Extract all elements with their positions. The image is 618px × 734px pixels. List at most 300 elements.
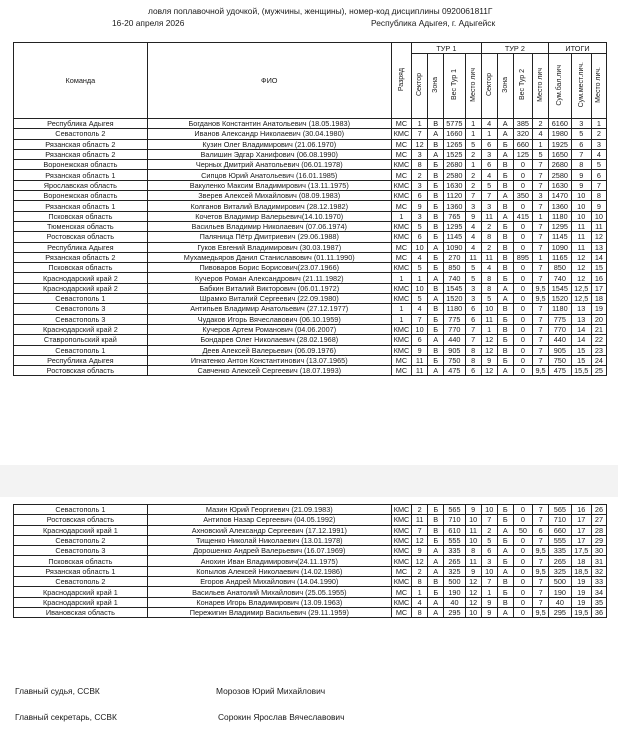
cell-zone-1: Б <box>428 180 444 190</box>
cell-zone-2: Б <box>497 556 513 566</box>
cell-place-2: 7 <box>533 273 549 283</box>
table-row <box>14 607 607 617</box>
cell-weight-2: 0 <box>513 304 532 314</box>
cell-sum-points: 775 <box>549 314 571 324</box>
cell-name: Дорошенко Андрей Валерьевич (16.07.1969) <box>147 546 391 556</box>
cell-sector-2: 1 <box>481 587 497 597</box>
cell-name: Гуков Евгений Владимирович (30.03.1987) <box>147 242 391 252</box>
cell-sector-2: 12 <box>481 345 497 355</box>
cell-team: Севастополь 1 <box>14 345 148 355</box>
table-row <box>14 170 607 180</box>
cell-rank: КМС <box>391 556 411 566</box>
cell-sum-points: 265 <box>549 556 571 566</box>
cell-sum-places: 16 <box>571 505 591 515</box>
table-row <box>14 211 607 221</box>
cell-place-2: 7 <box>533 160 549 170</box>
cell-weight-2: 0 <box>513 263 532 273</box>
cell-sum-points: 475 <box>549 366 571 376</box>
cell-weight-2: 0 <box>513 201 532 211</box>
table-row <box>14 201 607 211</box>
competition-date: 16-20 апреля 2026 <box>112 18 185 28</box>
cell-name: Черных Дмитрий Анатольевич (06.01.1978) <box>147 160 391 170</box>
cell-sum-places: 7 <box>571 149 591 159</box>
header-team: Команда <box>14 43 148 119</box>
table-row <box>14 366 607 376</box>
cell-rank: КМС <box>391 221 411 231</box>
cell-name: Иванов Александр Николаевич (30.04.1980) <box>147 129 391 139</box>
cell-zone-1: А <box>428 366 444 376</box>
cell-sum-places: 3 <box>571 119 591 129</box>
cell-weight-1: 440 <box>444 335 465 345</box>
cell-weight-1: 1120 <box>444 191 465 201</box>
table-row <box>14 160 607 170</box>
cell-rank: КМС <box>391 505 411 515</box>
cell-weight-1: 905 <box>444 345 465 355</box>
cell-sector-1: 4 <box>412 304 428 314</box>
table-row <box>14 149 607 159</box>
judge-name: Морозов Юрий Михайлович <box>216 686 326 696</box>
cell-sum-places: 12 <box>571 273 591 283</box>
cell-sector-1: 9 <box>412 201 428 211</box>
cell-sum-points: 2580 <box>549 170 571 180</box>
table-row <box>14 345 607 355</box>
cell-weight-1: 770 <box>444 324 465 334</box>
cell-sum-places: 11 <box>571 221 591 231</box>
cell-weight-2: 0 <box>513 232 532 242</box>
cell-sector-2: 9 <box>481 607 497 617</box>
cell-team: Воронежская область <box>14 160 148 170</box>
cell-zone-2: Б <box>497 314 513 324</box>
cell-zone-1: А <box>428 273 444 283</box>
cell-sector-2: 5 <box>481 535 497 545</box>
cell-place-1: 10 <box>465 535 481 545</box>
cell-sector-2: 11 <box>481 252 497 262</box>
cell-final-place: 23 <box>591 345 606 355</box>
table-row <box>14 119 607 129</box>
cell-weight-2: 0 <box>513 607 532 617</box>
cell-team: Ярославская область <box>14 180 148 190</box>
cell-name: Мухамедьяров Данил Станиславович (01.11.1990) <box>147 252 391 262</box>
cell-rank: МС <box>391 170 411 180</box>
cell-final-place: 32 <box>591 566 606 576</box>
cell-final-place: 18 <box>591 294 606 304</box>
cell-place-2: 7 <box>533 335 549 345</box>
table-row <box>14 314 607 324</box>
cell-weight-1: 335 <box>444 546 465 556</box>
cell-team: Краснодарский край 1 <box>14 525 148 535</box>
cell-zone-2: Б <box>497 515 513 525</box>
cell-name: Деев Алексей Валерьевич (06.09.1976) <box>147 345 391 355</box>
cell-sum-places: 12 <box>571 252 591 262</box>
table-row <box>14 252 607 262</box>
cell-zone-1: В <box>428 525 444 535</box>
cell-place-2: 7 <box>533 587 549 597</box>
cell-rank: МС <box>391 201 411 211</box>
cell-sector-1: 8 <box>412 160 428 170</box>
cell-rank: МС <box>391 149 411 159</box>
cell-sector-2: 11 <box>481 211 497 221</box>
cell-zone-2: В <box>497 577 513 587</box>
cell-final-place: 31 <box>591 556 606 566</box>
cell-final-place: 2 <box>591 129 606 139</box>
cell-rank: КМС <box>391 335 411 345</box>
table-row <box>14 283 607 293</box>
cell-place-2: 7 <box>533 577 549 587</box>
cell-weight-2: 660 <box>513 139 532 149</box>
cell-weight-1: 565 <box>444 505 465 515</box>
cell-name: Чудаков Игорь Вячеславович (06.10.1959) <box>147 314 391 324</box>
cell-final-place: 19 <box>591 304 606 314</box>
cell-sum-places: 13 <box>571 314 591 324</box>
cell-weight-2: 0 <box>513 366 532 376</box>
cell-place-1: 12 <box>465 597 481 607</box>
cell-zone-2: А <box>497 294 513 304</box>
cell-weight-2: 0 <box>513 221 532 231</box>
cell-sum-places: 13 <box>571 304 591 314</box>
table-row <box>14 139 607 149</box>
cell-sum-points: 1090 <box>549 242 571 252</box>
cell-sum-points: 1630 <box>549 180 571 190</box>
cell-team: Воронежская область <box>14 191 148 201</box>
cell-rank: КМС <box>391 160 411 170</box>
cell-zone-1: В <box>428 345 444 355</box>
cell-final-place: 12 <box>591 232 606 242</box>
cell-zone-2: Б <box>497 355 513 365</box>
cell-rank: КМС <box>391 546 411 556</box>
cell-sum-places: 10 <box>571 191 591 201</box>
cell-place-2: 1 <box>533 139 549 149</box>
cell-sector-2: 2 <box>481 221 497 231</box>
header-tour2: ТУР 2 <box>481 43 548 54</box>
cell-name: Антипьев Владимир Анатольевич (27.12.1977) <box>147 304 391 314</box>
cell-zone-2: А <box>497 283 513 293</box>
cell-sector-1: 1 <box>412 273 428 283</box>
cell-sum-places: 9 <box>571 170 591 180</box>
cell-rank: 1 <box>391 304 411 314</box>
cell-name: Васильев Владимир Николаевич (07.06.1974) <box>147 221 391 231</box>
cell-weight-1: 1295 <box>444 221 465 231</box>
cell-sum-points: 335 <box>549 546 571 556</box>
cell-name: Колганов Виталий Владимирович (28.12.1982) <box>147 201 391 211</box>
cell-final-place: 28 <box>591 525 606 535</box>
header-weight-2: Вес Тур 2 <box>513 54 532 119</box>
cell-weight-1: 190 <box>444 587 465 597</box>
cell-sum-places: 12 <box>571 263 591 273</box>
cell-place-1: 7 <box>465 191 481 201</box>
cell-place-1: 10 <box>465 515 481 525</box>
cell-rank: МС <box>391 355 411 365</box>
cell-zone-2: Б <box>497 587 513 597</box>
cell-zone-1: А <box>428 597 444 607</box>
cell-zone-2: А <box>497 149 513 159</box>
cell-name: Сипцов Юрий Анатольевич (16.01.1985) <box>147 170 391 180</box>
cell-team: Псковская область <box>14 263 148 273</box>
cell-weight-1: 1265 <box>444 139 465 149</box>
cell-zone-2: А <box>497 546 513 556</box>
cell-sum-points: 770 <box>549 324 571 334</box>
cell-zone-2: А <box>497 566 513 576</box>
cell-weight-2: 0 <box>513 160 532 170</box>
cell-team: Рязанская область 2 <box>14 139 148 149</box>
cell-place-2: 9,5 <box>533 283 549 293</box>
cell-place-1: 12 <box>465 587 481 597</box>
cell-place-2: 7 <box>533 535 549 545</box>
cell-rank: КМС <box>391 294 411 304</box>
cell-weight-2: 320 <box>513 129 532 139</box>
cell-weight-2: 0 <box>513 355 532 365</box>
cell-team: Севастополь 1 <box>14 294 148 304</box>
cell-rank: КМС <box>391 263 411 273</box>
cell-weight-1: 5775 <box>444 119 465 129</box>
cell-weight-1: 1520 <box>444 294 465 304</box>
cell-weight-1: 740 <box>444 273 465 283</box>
cell-sum-points: 1470 <box>549 191 571 201</box>
cell-place-2: 7 <box>533 556 549 566</box>
cell-sector-1: 5 <box>412 263 428 273</box>
cell-place-2: 2 <box>533 119 549 129</box>
cell-weight-2: 0 <box>513 505 532 515</box>
cell-sector-2: 4 <box>481 119 497 129</box>
cell-final-place: 6 <box>591 170 606 180</box>
cell-sector-1: 3 <box>412 149 428 159</box>
cell-final-place: 3 <box>591 139 606 149</box>
cell-final-place: 26 <box>591 505 606 515</box>
secretary-title: Главный секретарь, ССВК <box>15 712 117 722</box>
cell-weight-2: 125 <box>513 149 532 159</box>
cell-sum-points: 740 <box>549 273 571 283</box>
cell-sum-points: 1650 <box>549 149 571 159</box>
cell-rank: 1 <box>391 314 411 324</box>
cell-sum-points: 1180 <box>549 304 571 314</box>
cell-zone-2: Б <box>497 335 513 345</box>
cell-sum-places: 17 <box>571 515 591 525</box>
cell-team: Севастополь 2 <box>14 535 148 545</box>
cell-team: Псковская область <box>14 211 148 221</box>
cell-sum-places: 5 <box>571 129 591 139</box>
cell-weight-1: 270 <box>444 252 465 262</box>
cell-weight-2: 0 <box>513 556 532 566</box>
cell-sum-places: 8 <box>571 160 591 170</box>
cell-final-place: 35 <box>591 597 606 607</box>
cell-weight-2: 0 <box>513 242 532 252</box>
table-row <box>14 355 607 365</box>
cell-weight-2: 415 <box>513 211 532 221</box>
cell-zone-1: Б <box>428 355 444 365</box>
cell-place-1: 11 <box>465 556 481 566</box>
cell-sum-points: 1165 <box>549 252 571 262</box>
cell-zone-1: Б <box>428 587 444 597</box>
cell-final-place: 4 <box>591 149 606 159</box>
table-row <box>14 597 607 607</box>
cell-zone-1: В <box>428 211 444 221</box>
cell-place-1: 8 <box>465 546 481 556</box>
cell-weight-2: 0 <box>513 535 532 545</box>
cell-place-2: 9,5 <box>533 546 549 556</box>
cell-place-2: 9,5 <box>533 566 549 576</box>
cell-team: Краснодарский край 1 <box>14 597 148 607</box>
cell-rank: КМС <box>391 180 411 190</box>
cell-sector-1: 12 <box>412 535 428 545</box>
cell-zone-1: Б <box>428 324 444 334</box>
cell-place-1: 4 <box>465 242 481 252</box>
cell-zone-2: В <box>497 242 513 252</box>
cell-sector-2: 9 <box>481 355 497 365</box>
cell-sector-2: 7 <box>481 577 497 587</box>
cell-sector-1: 7 <box>412 314 428 324</box>
cell-zone-1: А <box>428 149 444 159</box>
cell-rank: КМС <box>391 345 411 355</box>
cell-place-1: 1 <box>465 119 481 129</box>
cell-place-2: 7 <box>533 505 549 515</box>
cell-name: Тищенко Николай Николаевич (13.01.1978) <box>147 535 391 545</box>
cell-team: Севастополь 2 <box>14 577 148 587</box>
cell-sum-points: 295 <box>549 607 571 617</box>
cell-sector-2: 9 <box>481 597 497 607</box>
cell-weight-2: 50 <box>513 525 532 535</box>
cell-zone-1: В <box>428 577 444 587</box>
cell-weight-2: 350 <box>513 191 532 201</box>
cell-team: Республика Адыгея <box>14 355 148 365</box>
cell-rank: КМС <box>391 232 411 242</box>
cell-sum-points: 2680 <box>549 160 571 170</box>
cell-zone-2: Б <box>497 535 513 545</box>
cell-place-1: 12 <box>465 577 481 587</box>
table-row <box>14 566 607 576</box>
table-row <box>14 129 607 139</box>
cell-weight-2: 0 <box>513 283 532 293</box>
cell-team: Севастополь 3 <box>14 546 148 556</box>
cell-weight-2: 0 <box>513 577 532 587</box>
header-totals: ИТОГИ <box>549 43 607 54</box>
cell-sector-2: 10 <box>481 566 497 576</box>
cell-sector-2: 2 <box>481 525 497 535</box>
cell-sum-points: 1520 <box>549 294 571 304</box>
cell-rank: МС <box>391 242 411 252</box>
cell-sum-places: 14 <box>571 335 591 345</box>
cell-sum-points: 565 <box>549 505 571 515</box>
cell-place-2: 3 <box>533 191 549 201</box>
cell-sum-places: 10 <box>571 211 591 221</box>
cell-zone-2: А <box>497 191 513 201</box>
cell-weight-1: 500 <box>444 577 465 587</box>
cell-weight-1: 555 <box>444 535 465 545</box>
cell-sector-1: 5 <box>412 294 428 304</box>
cell-final-place: 1 <box>591 119 606 129</box>
cell-weight-1: 710 <box>444 515 465 525</box>
cell-final-place: 5 <box>591 160 606 170</box>
header-name: ФИО <box>147 43 391 119</box>
cell-place-2: 4 <box>533 129 549 139</box>
cell-place-2: 7 <box>533 242 549 252</box>
cell-weight-2: 0 <box>513 546 532 556</box>
cell-name: Игнатенко Антон Константинович (13.07.1965) <box>147 355 391 365</box>
cell-sector-1: 6 <box>412 232 428 242</box>
cell-sector-1: 2 <box>412 170 428 180</box>
cell-name: Валишин Эдгар Ханифович (06.08.1990) <box>147 149 391 159</box>
cell-rank: КМС <box>391 577 411 587</box>
cell-sum-places: 17,5 <box>571 546 591 556</box>
table-row <box>14 191 607 201</box>
cell-team: Рязанская область 1 <box>14 170 148 180</box>
cell-rank: КМС <box>391 597 411 607</box>
cell-weight-1: 1180 <box>444 304 465 314</box>
cell-sector-1: 8 <box>412 577 428 587</box>
header-final-place: Место лич. <box>591 54 606 119</box>
cell-team: Рязанская область 1 <box>14 566 148 576</box>
cell-weight-2: 0 <box>513 515 532 525</box>
cell-sector-2: 11 <box>481 314 497 324</box>
cell-final-place: 36 <box>591 607 606 617</box>
cell-name: Савченко Алексей Сергеевич (18.07.1993) <box>147 366 391 376</box>
cell-weight-2: 0 <box>513 273 532 283</box>
cell-team: Севастополь 1 <box>14 505 148 515</box>
cell-place-2: 7 <box>533 355 549 365</box>
results-table-part2 <box>13 504 607 618</box>
cell-weight-1: 610 <box>444 525 465 535</box>
cell-sector-1: 7 <box>412 525 428 535</box>
cell-zone-2: В <box>497 304 513 314</box>
cell-final-place: 16 <box>591 273 606 283</box>
cell-zone-1: Б <box>428 201 444 211</box>
cell-place-2: 7 <box>533 304 549 314</box>
cell-sum-places: 6 <box>571 139 591 149</box>
cell-sum-points: 1180 <box>549 211 571 221</box>
cell-place-1: 1 <box>465 160 481 170</box>
cell-weight-1: 850 <box>444 263 465 273</box>
cell-sector-1: 8 <box>412 607 428 617</box>
cell-place-1: 11 <box>465 525 481 535</box>
cell-place-1: 8 <box>465 355 481 365</box>
cell-rank: 1 <box>391 211 411 221</box>
cell-zone-1: Б <box>428 263 444 273</box>
cell-weight-2: 0 <box>513 566 532 576</box>
results-table-part1 <box>13 42 607 376</box>
cell-place-2: 7 <box>533 597 549 607</box>
cell-rank: МС <box>391 366 411 376</box>
cell-name: Кучеров Роман Александрович (21.11.1982) <box>147 273 391 283</box>
cell-zone-2: В <box>497 232 513 242</box>
cell-sector-2: 3 <box>481 556 497 566</box>
cell-sum-places: 17 <box>571 535 591 545</box>
cell-final-place: 9 <box>591 201 606 211</box>
table-row <box>14 515 607 525</box>
cell-place-2: 7 <box>533 180 549 190</box>
header-place-2: Место лич <box>533 54 549 119</box>
cell-sector-2: 4 <box>481 263 497 273</box>
cell-sum-points: 1980 <box>549 129 571 139</box>
cell-rank: МС <box>391 139 411 149</box>
cell-sector-2: 12 <box>481 335 497 345</box>
header-sector-1: Сектор <box>412 54 428 119</box>
cell-final-place: 27 <box>591 515 606 525</box>
cell-weight-1: 40 <box>444 597 465 607</box>
cell-team: Севастополь 2 <box>14 129 148 139</box>
cell-sum-points: 750 <box>549 355 571 365</box>
cell-zone-1: В <box>428 221 444 231</box>
cell-place-2: 7 <box>533 314 549 324</box>
cell-final-place: 34 <box>591 587 606 597</box>
table-row <box>14 577 607 587</box>
cell-place-1: 7 <box>465 335 481 345</box>
cell-final-place: 24 <box>591 355 606 365</box>
cell-final-place: 21 <box>591 324 606 334</box>
cell-sector-2: 10 <box>481 304 497 314</box>
cell-place-1: 2 <box>465 170 481 180</box>
cell-sector-1: 11 <box>412 355 428 365</box>
table-row <box>14 242 607 252</box>
cell-place-2: 7 <box>533 324 549 334</box>
cell-place-2: 7 <box>533 263 549 273</box>
